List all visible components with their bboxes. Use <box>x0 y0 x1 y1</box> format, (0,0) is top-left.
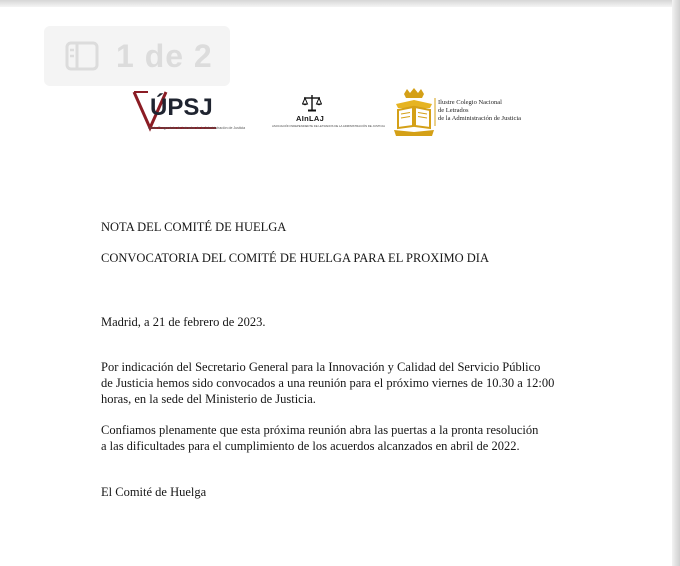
upsj-logo-name: ÚPSJ <box>150 94 213 121</box>
upsj-logo <box>130 88 246 140</box>
document-pages-icon <box>64 38 100 74</box>
ainlaj-logo-subtitle: ASOCIACIÓN INDEPENDIENTE DE LETRADOS DE LA ADMINISTRACIÓN DE JUSTICIA <box>272 124 385 128</box>
ainlaj-logo <box>272 94 385 134</box>
signature: El Comité de Huelga <box>101 485 207 499</box>
colegio-logo <box>392 86 542 138</box>
note-heading: NOTA DEL COMITÉ DE HUELGA <box>101 220 287 234</box>
upsj-logo-subtitle: Unión Progresista de Letrados de la Administración de Justicia <box>148 126 246 130</box>
paragraph-2-line-1: Confiamos plenamente que esta próxima reunión abra las puertas a la pronta resolución <box>101 423 539 437</box>
page-indicator[interactable] <box>44 26 230 86</box>
date-line: Madrid, a 21 de febrero de 2023. <box>101 315 266 329</box>
paragraph-2-line-2: a las dificultades para el cumplimiento de los acuerdos alcanzados en abril de 2022. <box>101 439 520 453</box>
convocation-heading: CONVOCATORIA DEL COMITÉ DE HUELGA PARA EL PROXIMO DIA <box>101 251 489 265</box>
paragraph-1-line-2: de Justicia hemos sido convocados a una reunión para el próximo viernes de 10.30 a 12:00 <box>101 376 555 390</box>
page-indicator-label: 1 de 2 <box>116 37 213 74</box>
colegio-logo-line1: Ilustre Colegio Nacional <box>438 99 502 106</box>
page-right-edge <box>672 0 680 566</box>
paragraph-1-line-3: horas, en la sede del Ministerio de Justicia. <box>101 392 316 406</box>
colegio-logo-line2: de Letrados <box>438 107 469 114</box>
colegio-logo-line3: de la Administración de Justicia <box>438 115 522 122</box>
ainlaj-logo-name: AInLAJ <box>296 114 325 123</box>
scales-of-justice-icon <box>302 94 322 112</box>
crest-book-icon <box>392 86 436 138</box>
paragraph-1-line-1: Por indicación del Secretario General para la Innovación y Calidad del Servicio Público <box>101 360 541 374</box>
page-top-edge <box>0 0 680 7</box>
